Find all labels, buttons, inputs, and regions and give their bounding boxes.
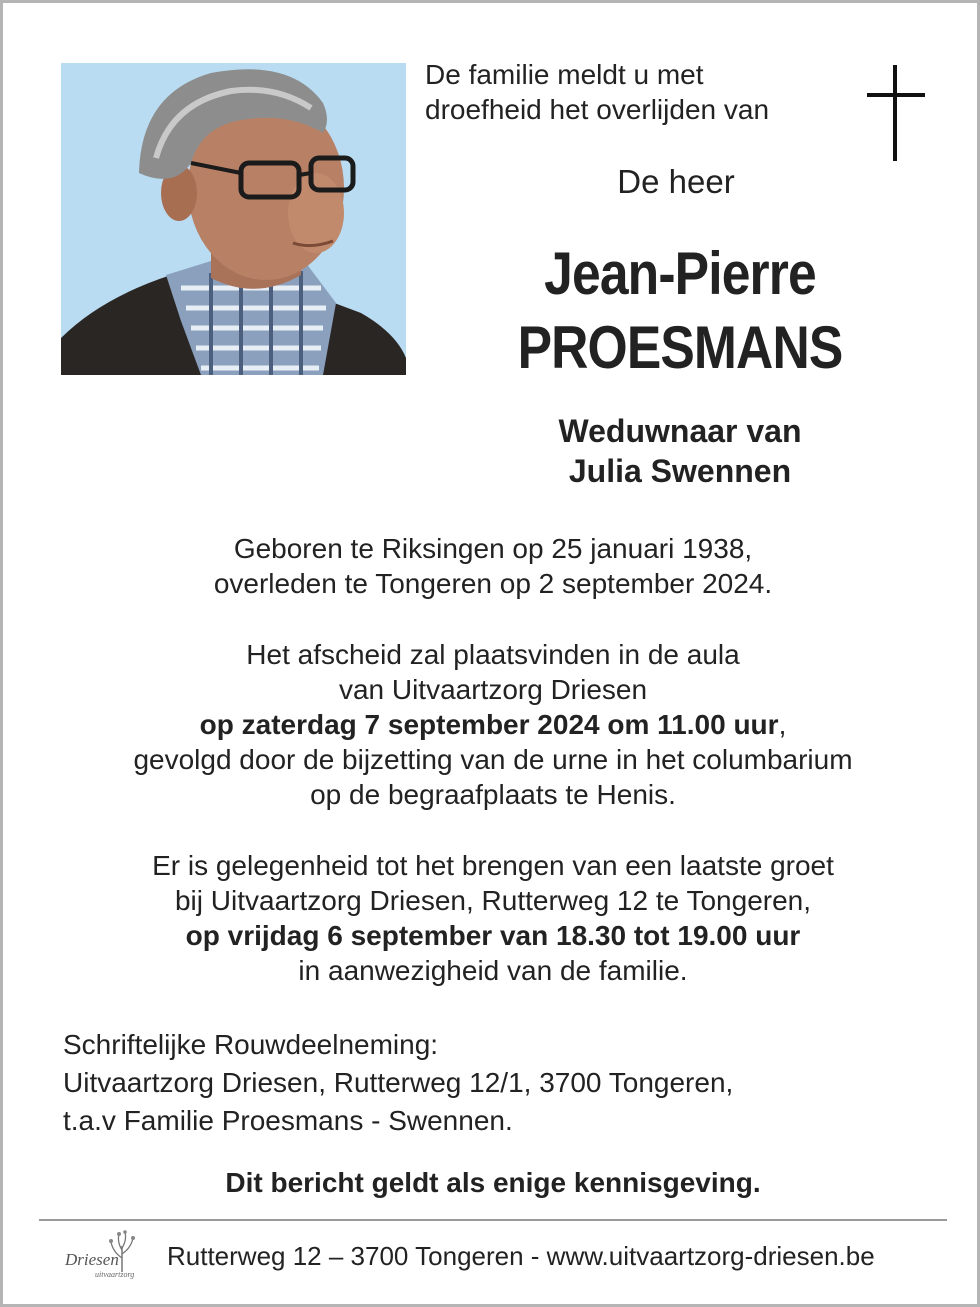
cross-icon xyxy=(867,65,925,161)
farewell-comma: , xyxy=(778,709,787,740)
farewell-info xyxy=(43,637,943,812)
condolence-line: Uitvaartzorg Driesen, Rutterweg 12/1, 3700 Tongeren, xyxy=(63,1067,734,1098)
intro-text xyxy=(425,57,845,127)
farewell-line: op de begraafplaats te Henis. xyxy=(310,779,676,810)
condolence-line: t.a.v Familie Proesmans - Swennen. xyxy=(63,1105,513,1136)
birth-death-info xyxy=(43,531,943,601)
spouse-name: Julia Swennen xyxy=(568,453,792,489)
deceased-name xyxy=(443,237,917,385)
farewell-date-line xyxy=(43,707,943,742)
visitation-info xyxy=(43,848,943,988)
farewell-date: op zaterdag 7 september 2024 om 11.00 uur xyxy=(199,709,779,740)
logo-name: Driesen xyxy=(65,1250,119,1269)
intro-line: De familie meldt u met xyxy=(425,59,704,90)
first-name: Jean-Pierre xyxy=(544,240,816,307)
logo-subtitle: uitvaartzorg xyxy=(95,1270,135,1279)
intro-line: droefheid het overlijden van xyxy=(425,94,770,125)
farewell-line: Het afscheid zal plaatsvinden in de aula xyxy=(246,639,740,670)
company-logo xyxy=(61,1228,147,1288)
condolence-heading: Schriftelijke Rouwdeelneming: xyxy=(63,1029,439,1060)
widower-line: Weduwnaar van xyxy=(558,413,802,449)
honorific: De heer xyxy=(617,163,735,200)
notice-statement: Dit bericht geldt als enige kennisgeving. xyxy=(225,1167,761,1198)
footer-contact: Rutterweg 12 – 3700 Tongeren - www.uitvaartzorg-driesen.be xyxy=(167,1241,875,1271)
farewell-line: van Uitvaartzorg Driesen xyxy=(338,674,648,705)
condolence-address xyxy=(63,1026,923,1140)
visit-line: in aanwezigheid van de familie. xyxy=(298,955,688,986)
divider xyxy=(39,1219,947,1221)
visit-line: Er is gelegenheid tot het brengen van een laatste groet xyxy=(152,850,834,881)
visit-line: bij Uitvaartzorg Driesen, Rutterweg 12 te Tongeren, xyxy=(174,885,812,916)
widower-of xyxy=(443,411,917,491)
birth-line: Geboren te Riksingen op 25 januari 1938, xyxy=(233,533,753,564)
death-line: overleden te Tongeren op 2 september 2024. xyxy=(213,568,773,599)
visit-date-line xyxy=(43,918,943,953)
farewell-line: gevolgd door de bijzetting van de urne in het columbarium xyxy=(133,744,853,775)
visit-date: op vrijdag 6 september van 18.30 tot 19.00 uur xyxy=(185,920,801,951)
portrait-photo xyxy=(61,63,406,375)
last-name: PROESMANS xyxy=(517,314,843,381)
